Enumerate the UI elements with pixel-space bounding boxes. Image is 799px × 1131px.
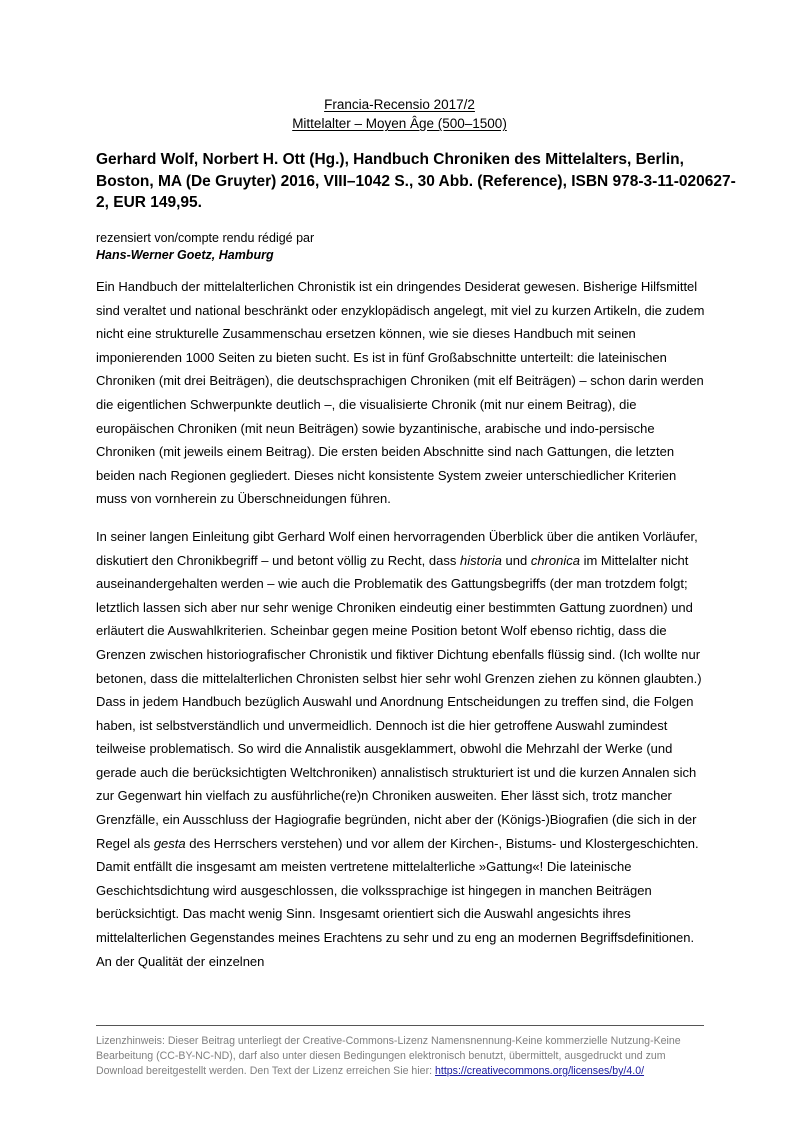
reviewer-name: Hans-Werner Goetz, Hamburg xyxy=(96,248,274,262)
footer-divider xyxy=(96,1025,704,1026)
review-body xyxy=(96,275,710,987)
reviewed-by-label: rezensiert von/compte rendu rédigé par xyxy=(96,231,315,245)
section-label: Mittelalter – Moyen Âge (500–1500) xyxy=(292,116,507,131)
series-label: Francia-Recensio 2017/2 xyxy=(324,97,475,112)
paragraph-1: Ein Handbuch der mittelalterlichen Chronistik ist ein dringendes Desiderat gewesen. Bisherige Hilfsmittel sind veraltet und national beschränkt oder enzyklopädisch angelegt, mit viel zu kurzen Artikeln, die zudem nicht eine strukturelle Zusammenschau ersetzen können, wie sie dieses Handbuch mit seinen imponierenden 1000 Seiten zu bieten sucht. Es ist in fünf Großabschnitte unterteilt: die lateinischen Chroniken (mit drei Beiträgen), die deutschsprachigen Chroniken (mit elf Beiträgen) – schon darin werden die eigentlichen Schwerpunkte deutlich –, die visualisierte Chronik (mit nur einem Beitrag), die europäischen Chroniken (mit neun Beiträgen) sowie byzantinische, arabische und indo-persische Chroniken (mit jeweils einem Beitrag). Die ersten beiden Abschnitte sind nach Gattungen, die letzten beiden nach Regionen gegliedert. Dieses nicht konsistente System zweier unterschiedlicher Kriterien muss von vornherein zu Überschneidungen führen. xyxy=(96,279,705,507)
reviewer-block xyxy=(96,230,696,264)
paragraph-2: In seiner langen Einleitung gibt Gerhard Wolf einen hervorragenden Überblick über die antiken Vorläufer, diskutiert den Chronikbegriff – und betont völlig zu Recht, dass historia und chronica im Mittelalter nicht auseinandergehalten werden – wie auch die Problematik des Gattungsbegriffs (der man trotzdem folgt; letztlich lassen sich aber nur sehr wenige Chroniken eindeutig einer bestimmten Gattung zuordnen) und erläutert die Auswahlkriterien. Scheinbar gegen meine Position betont Wolf ebenso richtig, dass die Grenzen zwischen historiografischer Chronistik und fiktiver Dichtung ebenfalls flüssig sind. (Ich wollte nur betonen, dass die mittelalterlichen Chronisten selbst hier sehr wohl Grenzen ziehen zu können glaubten.) Dass in jedem Handbuch bezüglich Auswahl und Anordnung Entscheidungen zu treffen sind, die Folgen haben, ist selbstverständlich und unvermeidlich. Dennoch ist die hier getroffene Auswahl zumindest teilweise problematisch. So wird die Annalistik ausgeklammert, obwohl die Mehrzahl der Werke (und gerade auch die berücksichtigten Weltchroniken) annalistisch strukturiert ist und die kurzen Annalen sich zur Gegenwart hin vielfach zu ausführliche(re)n Chroniken ausweiten. Eher lässt sich, trotz mancher Grenzfälle, ein Ausschluss der Hagiografie begründen, nicht aber der (Königs-)Biografien (die sich in der Regel als gesta des Herrschers verstehen) und vor allem der Kirchen-, Bistums- und Klostergeschichten. Damit entfällt die insgesamt am meisten vertretene mittelalterliche »Gattung«! Die lateinische Geschichtsdichtung wird ausgeschlossen, die volkssprachige ist hingegen in manchen Beiträgen berücksichtigt. Das macht wenig Sinn. Insgesamt orientiert sich die Auswahl angesichts ihres mittelalterlichen Gegenstandes meines Erachtens zu sehr und zu eng an modernen Begriffsdefinitionen. An der Qualität der einzelnen xyxy=(96,528,702,969)
book-citation: Gerhard Wolf, Norbert H. Ott (Hg.), Handbuch Chroniken des Mittelalters, Berlin, Boston, MA (De Gruyter) 2016, VIII–1042 S., 30 Abb. (Reference), ISBN 978-3-11-020627-2, EUR 149,95. xyxy=(96,151,736,211)
term-historia: historia xyxy=(459,552,502,568)
license-text: Lizenzhinweis: Dieser Beitrag unterliegt der Creative-Commons-Lizenz Namensnennung-Keine kommerzielle Nutzung-Keine Bearbeitung (CC-BY-NC-ND), darf also unter diesen Bedingungen elektronisch benutzt, übermittelt, ausgedruckt und zum Download bereitgestellt werden. Den Text der Lizenz erreichen Sie hier: xyxy=(96,1035,681,1077)
license-link[interactable]: https://creativecommons.org/licenses/by/4.0/ xyxy=(435,1065,645,1077)
page-header xyxy=(0,95,799,133)
term-gesta: gesta xyxy=(153,835,186,851)
term-chronica: chronica xyxy=(530,552,580,568)
license-note xyxy=(96,1034,708,1079)
